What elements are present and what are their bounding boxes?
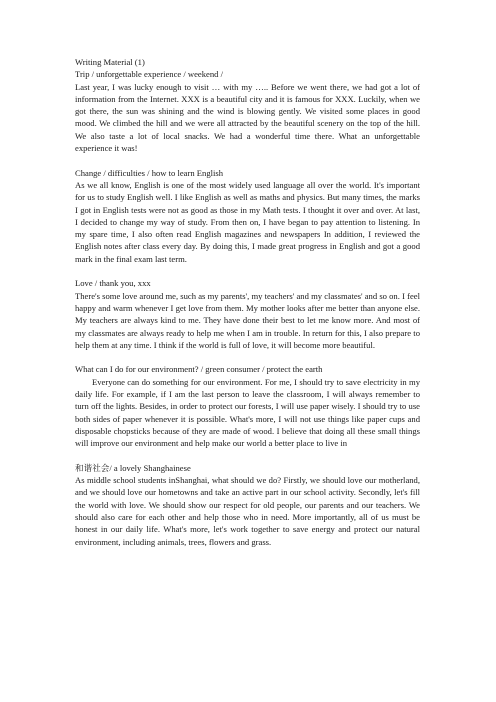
section-body: As we all know, English is one of the most widely used language all over the world. It's important for us to study English well. I like English as well as maths and physics. But many times, the marks I got in English tests were not as good as those in my Math tests. I thought it over and over. At last, I decided to change my way of study. From then on, I have began to pay attention to listening. In my spare time, I also often read English magazines and newspapers In addition, I reviewed the English notes after class every day. By doing this, I made great progress in English and got a good mark in the final exam last term. [75, 179, 420, 264]
section-body: As middle school students inShanghai, what should we do? Firstly, we should love our motherland, and we should love our hometowns and take an active part in our school activity. Secondly, let's fill the world with love. We should show our respect for old people, our parents and our teachers. We should also care for each other and help those who in need. More importantly, all of us must be honest in our daily life. What's more, let's work together to save energy and protect our natural environment, including animals, trees, flowers and grass. [75, 475, 420, 547]
section-body: Everyone can do something for our environment. For me, I should try to save electricity in my daily life. For example, if I am the last person to leave the classroom, I will always remember to turn off the lights. Besides, in order to protect our forests, I will use paper wisely. I should try to use both sides of paper whenever it is possible. What's more, I will not use things like paper cups and disposable chopsticks because of they are made of wood. I believe that doing all these small things will improve our environment and help make our world a better place to live in [75, 376, 420, 449]
section-body: Last year, I was lucky enough to visit … with my ….. Before we went there, we had got a lot of information from the Internet. XXX is a beautiful city and it is famous for XXX. Luckily, when we got there, the sun was shining and the wind is blowing gently. We visited some places in good mood. We climbed the hill and we were all attracted by the beautiful scenery on the top of the hill. We also taste a lot of local snacks. We had a wonderful time there. What an unforgettable experience it was! [75, 81, 420, 154]
section-heading: What can I do for our environment? / green consumer / protect the earth [75, 364, 323, 375]
section-learn-english [75, 167, 420, 265]
section-love [75, 277, 420, 351]
section-body: There's some love around me, such as my parents', my teachers' and my classmates' and so on. I feel happy and warm whenever I get love from them. My mother looks after me better than anyone else. My teachers are always kind to me. They have done their best to let me know more. And most of my classmates are always ready to help me when I am in trouble. In return for this, I also prepare to help them at any time. I think if the world is full of love, it will become more beautiful. [75, 290, 420, 350]
document-title: Writing Material (1) [75, 57, 145, 67]
document-page [75, 56, 420, 560]
section-heading: 和谐社会/ a lovely Shanghainese [75, 462, 191, 473]
section-heading: Change / difficulties / how to learn English [75, 167, 224, 178]
section-heading: Trip / unforgettable experience / weekend / [75, 69, 223, 80]
section-harmonious-society [75, 462, 420, 548]
section-environment [75, 363, 420, 449]
section-trip [75, 68, 420, 154]
section-heading: Love / thank you, xxx [75, 278, 151, 289]
